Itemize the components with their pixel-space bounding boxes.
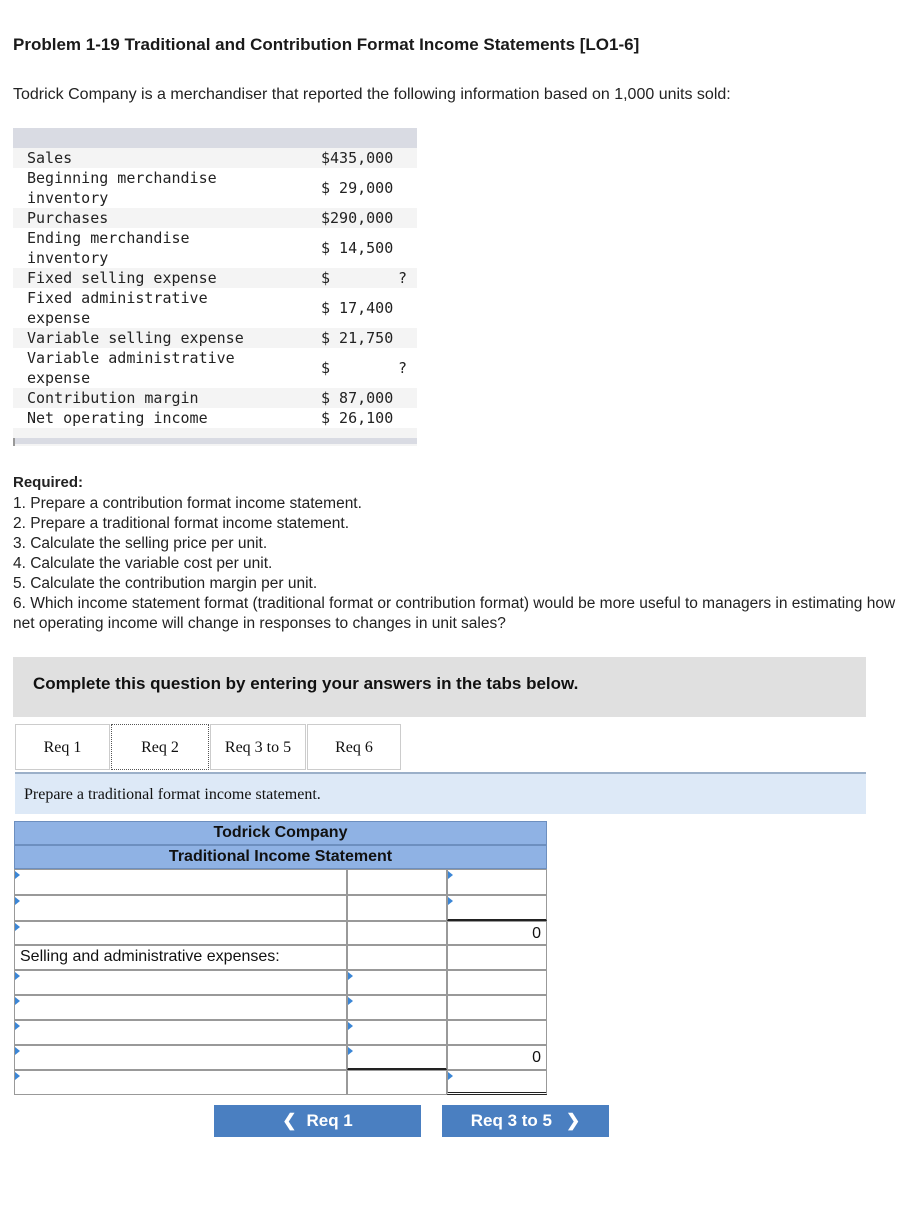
dropdown-marker-icon <box>348 997 353 1005</box>
amount-input-row-7[interactable] <box>347 1020 447 1045</box>
label-input-row-7[interactable] <box>14 1020 347 1045</box>
row-value: $290,000 <box>321 209 394 227</box>
required-heading: Required: <box>13 474 84 491</box>
list-item: 3. Calculate the selling price per unit. <box>13 535 268 552</box>
list-item: 6. Which income statement format (traditional format or contribution format) would be more useful to managers in estimating how net operating income will change in responses to changes in unit sales? <box>13 595 896 632</box>
table-row <box>13 288 417 328</box>
required-list <box>13 494 908 634</box>
row-label: Net operating income <box>27 409 208 427</box>
row-value-unknown: ? <box>397 359 407 377</box>
amount-input-row-6[interactable] <box>347 995 447 1020</box>
dropdown-marker-icon <box>15 1047 20 1055</box>
dropdown-marker-icon <box>348 1047 353 1055</box>
chevron-right-icon: ❯ <box>566 1111 581 1130</box>
row-label: Contribution margin <box>27 389 199 407</box>
dropdown-marker-icon <box>15 972 20 980</box>
dropdown-marker-icon <box>15 923 20 931</box>
amount-input-row-5[interactable] <box>347 970 447 995</box>
total-input-row-1[interactable] <box>447 869 547 895</box>
table-row <box>13 408 417 428</box>
given-data-table <box>13 128 417 446</box>
table-row <box>13 268 417 288</box>
section-label: Selling and administrative expenses: <box>14 945 347 970</box>
prev-req-button[interactable] <box>214 1105 421 1137</box>
dropdown-marker-icon <box>15 1072 20 1080</box>
table-row <box>13 388 417 408</box>
dropdown-marker-icon <box>348 972 353 980</box>
tab-req-2[interactable]: Req 2 <box>111 724 209 770</box>
banner-text: Complete this question by entering your answers in the tabs below. <box>33 674 579 693</box>
row-value: $ 21,750 <box>321 329 394 347</box>
dropdown-marker-icon <box>448 871 453 879</box>
row-value: $ 87,000 <box>321 389 394 407</box>
amount-input-row-2[interactable] <box>347 895 447 921</box>
prompt-bar <box>15 774 866 814</box>
row-value: $435,000 <box>321 149 394 167</box>
row-value: $ <box>321 269 331 287</box>
amount-cell-row-4 <box>347 945 447 970</box>
row-value: $ <box>321 359 331 377</box>
total-cell-row-6 <box>447 995 547 1020</box>
chevron-left-icon: ❮ <box>282 1111 297 1130</box>
table-row <box>13 208 417 228</box>
list-item: 5. Calculate the contribution margin per unit. <box>13 575 318 592</box>
next-button-label: Req 3 to 5 <box>470 1111 552 1130</box>
list-item: 2. Prepare a traditional format income statement. <box>13 515 349 532</box>
dropdown-marker-icon <box>15 897 20 905</box>
row-label: Sales <box>27 149 73 167</box>
row-label: Ending merchandise inventory <box>27 229 190 267</box>
subtotal-value: 0 <box>447 921 547 945</box>
label-input-row-8[interactable] <box>14 1045 347 1070</box>
row-label: Fixed administrative expense <box>27 289 208 327</box>
tab-req-1[interactable]: Req 1 <box>15 724 110 770</box>
income-statement-worksheet <box>14 821 547 1095</box>
label-input-row-9[interactable] <box>14 1070 347 1095</box>
dropdown-marker-icon <box>15 1022 20 1030</box>
row-value: $ 14,500 <box>321 239 394 257</box>
row-label: Beginning merchandise inventory <box>27 169 217 207</box>
table-row <box>13 328 417 348</box>
total-cell-row-5 <box>447 970 547 995</box>
label-input-row-3[interactable] <box>14 921 347 945</box>
next-req-button[interactable] <box>442 1105 609 1137</box>
label-input-row-5[interactable] <box>14 970 347 995</box>
table-footer-bar <box>13 438 417 444</box>
tab-req-3-to-5[interactable]: Req 3 to 5 <box>210 724 306 770</box>
row-label: Variable selling expense <box>27 329 244 347</box>
table-row <box>13 148 417 168</box>
statement-company-header: Todrick Company <box>14 821 547 845</box>
amount-cell-row-9 <box>347 1070 447 1095</box>
row-value: $ 26,100 <box>321 409 394 427</box>
tab-req-6[interactable]: Req 6 <box>307 724 401 770</box>
amount-input-row-8[interactable] <box>347 1045 447 1070</box>
table-footer-edge <box>13 438 15 446</box>
subtotal-value: 0 <box>447 1045 547 1070</box>
row-value-unknown: ? <box>397 269 407 287</box>
prompt-text: Prepare a traditional format income statement. <box>24 786 321 803</box>
row-label: Fixed selling expense <box>27 269 217 287</box>
total-cell-row-7 <box>447 1020 547 1045</box>
page-title: Problem 1-19 Traditional and Contribution Format Income Statements [LO1-6] <box>13 35 640 54</box>
list-item: 4. Calculate the variable cost per unit. <box>13 555 273 572</box>
total-cell-row-4 <box>447 945 547 970</box>
amount-cell-row-3 <box>347 921 447 945</box>
dropdown-marker-icon <box>448 897 453 905</box>
dropdown-marker-icon <box>15 997 20 1005</box>
row-label: Purchases <box>27 209 109 227</box>
instruction-banner <box>13 657 866 717</box>
dropdown-marker-icon <box>15 871 20 879</box>
intro-text: Todrick Company is a merchandiser that reported the following information based on 1,000 units sold: <box>13 86 731 103</box>
dropdown-marker-icon <box>448 1072 453 1080</box>
row-value: $ 17,400 <box>321 299 394 317</box>
row-value: $ 29,000 <box>321 179 394 197</box>
total-input-row-2[interactable] <box>447 895 547 921</box>
statement-title-header: Traditional Income Statement <box>14 845 547 869</box>
label-input-row-2[interactable] <box>14 895 347 921</box>
table-header-bar <box>13 128 417 148</box>
table-row <box>13 168 417 208</box>
prev-button-label: Req 1 <box>306 1111 353 1130</box>
row-label: Variable administrative expense <box>27 349 235 387</box>
list-item: 1. Prepare a contribution format income statement. <box>13 495 362 512</box>
amount-input-row-1[interactable] <box>347 869 447 895</box>
table-row <box>13 348 417 388</box>
table-row <box>13 228 417 268</box>
label-input-row-1[interactable] <box>14 869 347 895</box>
label-input-row-6[interactable] <box>14 995 347 1020</box>
total-input-row-9[interactable] <box>447 1070 547 1095</box>
dropdown-marker-icon <box>348 1022 353 1030</box>
